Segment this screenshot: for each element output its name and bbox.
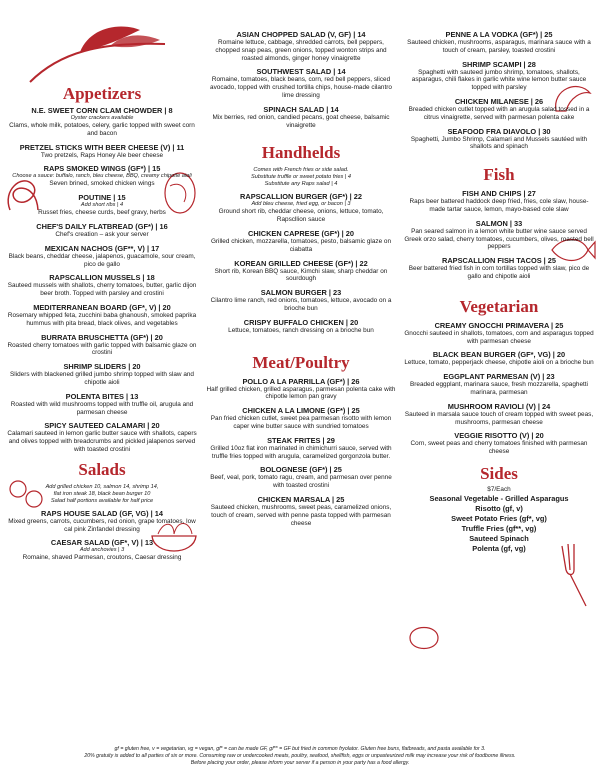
side-item: Risotto (gf, v) bbox=[475, 503, 523, 513]
menu-item-name: RAPSCALLION BURGER (GF*) | 22 bbox=[240, 192, 362, 202]
sides-heading: Sides bbox=[480, 463, 518, 483]
salad-note: Salad half portions available for half price bbox=[50, 497, 154, 504]
menu-item-description: Romaine, shaved Parmesan, croutons, Caesar dressing bbox=[22, 554, 182, 562]
menu-item-name: PENNE A LA VODKA (GF*) | 25 bbox=[445, 30, 553, 39]
menu-item-description: Spaghetti, Jumbo Shrimp, Calamari and Mussels sautéed with shallots and spinach bbox=[410, 135, 588, 151]
menu-item-name: RAPSCALLION FISH TACOS | 25 bbox=[441, 256, 557, 266]
menu-item-name: SALMON BURGER | 23 bbox=[260, 288, 342, 298]
menu-item-description: Pan fried chicken cutlet, sweet pea parmesan risotto with lemon caper wine butter sauce with sundried tomatoes bbox=[210, 415, 392, 430]
footer-line: Before placing your order, please inform your server if a person in your party has a food allergy. bbox=[190, 760, 410, 766]
menu-item bbox=[205, 229, 397, 254]
menu-item-name: CHICKEN A LA LIMONE (GF*) | 25 bbox=[242, 406, 360, 416]
menu-item bbox=[402, 321, 596, 346]
menu-item bbox=[4, 333, 200, 358]
menu-item-description: Sauteed in marsala sauce touch of cream topped with sweet peas, mushrooms, parmesan cheese bbox=[404, 410, 594, 426]
menu-item-name: KOREAN GRILLED CHEESE (GF*) | 22 bbox=[234, 258, 368, 268]
menu-item-option: Choose a sauce: buffalo, ranch, bleu cheese, BBQ, creamy chipotle aioli bbox=[12, 173, 192, 180]
menu-item-name: BURRATA BRUSCHETTA (GF*) | 20 bbox=[41, 332, 163, 342]
menu-item bbox=[205, 105, 397, 130]
menu-item bbox=[4, 143, 200, 160]
menu-item-description: Beer battered fried fish in corn tortillas topped with slaw, pico de gallo and chipotle aioli bbox=[408, 265, 590, 280]
appetizers-heading: Appetizers bbox=[62, 84, 142, 103]
handhelds-note: Comes with French fries or side salad. bbox=[253, 167, 349, 174]
menu-item-description: Cilantro lime ranch, red onions, tomatoes, lettuce, avocado on a brioche bun bbox=[210, 297, 392, 312]
menu-item-name: RAPSCALLION MUSSELS | 18 bbox=[49, 273, 155, 283]
menu-footer bbox=[0, 746, 600, 767]
menu-item-description: Raps beer battered haddock deep fried, fries, cole slaw, house-made tartar sauce, lemon, mayo-based cole slaw bbox=[409, 198, 589, 213]
menu-item-name: CREAMY GNOCCHI PRIMAVERA | 25 bbox=[434, 320, 564, 330]
footer-line: 20% gratuity is added to all parties of six or more. Consuming raw or undercooked meats, poultry, seafood, shellfish, eggs or unpasteurized milk may increase your risk of foodborne illness. bbox=[84, 753, 516, 759]
menu-item bbox=[4, 106, 200, 138]
fish-heading: Fish bbox=[483, 165, 515, 185]
menu-item bbox=[402, 372, 596, 397]
menu-item-description: Grilled chicken, mozzarella, tomatoes, pesto, balsamic glaze on ciabatta bbox=[210, 237, 392, 253]
menu-item-description: Roasted with wild mushrooms topped with truffle oil, arugula and parmesan cheese bbox=[10, 400, 194, 416]
menu-item-name: BLACK BEAN BURGER (GF*, VG) | 20 bbox=[432, 350, 566, 360]
menu-item-description: Sauteed chicken, mushrooms, sweet peas, caramelized onions, touch of cream, served with penne pasta topped with parmesan cheese bbox=[210, 503, 392, 527]
menu-item-name: SPINACH SALAD | 14 bbox=[263, 104, 339, 114]
menu-item-name: SPICY SAUTEED CALAMARI | 20 bbox=[44, 421, 160, 431]
menu-item-description: Short rib, Korean BBQ sauce, Kimchi slaw, sharp cheddar on sourdough bbox=[214, 267, 388, 283]
menu-item-description: Sauteed mussels with shallots, cherry tomatoes, butter, garlic dijon beer broth. Topped with parsley and crostini bbox=[7, 282, 197, 298]
handhelds-note: Substitute any Raps salad | 4 bbox=[264, 181, 338, 188]
side-item: Sauteed Spinach bbox=[469, 533, 529, 543]
menu-item bbox=[4, 164, 200, 188]
footer-line: gf = gluten free, v = vegetarian, vg = vegan, gf* = can be made GF, gf** = GF but fried in common fryolator. Gluten free buns, flatbreads, and pasta available for 3. bbox=[114, 746, 486, 752]
menu-item-description: Beef, veal, pork, tomato ragu, cream, and parmesan over penne with toasted crostini bbox=[210, 474, 392, 490]
menu-item bbox=[205, 259, 397, 284]
salad-note: Add grilled chicken 10, salmon 14, shrimp 14, bbox=[45, 483, 159, 490]
menu-item bbox=[402, 350, 596, 367]
menu-item-description: Mix berries, red onion, candied pecans, goat cheese, balsamic vinaigrette bbox=[212, 113, 390, 129]
menu-item-description: Spaghetti with sauteed jumbo shrimp, tomatoes, shallots, asparagus, chili flakes in garlic white wine lemon butter sauce topped with parsley bbox=[411, 68, 587, 92]
menu-item-name: VEGGIE RISOTTO (V) | 20 bbox=[454, 431, 544, 441]
menu-item bbox=[205, 192, 397, 224]
menu-item-name: PRETZEL STICKS WITH BEER CHEESE (V) | 11 bbox=[19, 142, 185, 152]
menu-item-description: Seven brined, smoked chicken wings bbox=[49, 180, 155, 188]
menu-item bbox=[4, 392, 200, 417]
menu-item-name: SHRIMP SLIDERS | 20 bbox=[63, 362, 141, 372]
menu-item-description: Gnocchi sauteed in shallots, tomatoes, corn and asparagus topped with parmesan cheese bbox=[404, 329, 594, 345]
handhelds-notes bbox=[205, 167, 397, 188]
menu-item-name: ASIAN CHOPPED SALAD (V, GF) | 14 bbox=[236, 30, 366, 39]
menu-item-name: CHICKEN MARSALA | 25 bbox=[257, 494, 345, 504]
menu-item bbox=[402, 127, 596, 152]
menu-item-description: Breaded eggplant, marinara sauce, fresh mozzarella, spaghetti marinara, parmesan bbox=[410, 381, 588, 396]
salads-list bbox=[4, 509, 200, 562]
menu-item-name: RAPS SMOKED WINGS (GF*) | 15 bbox=[43, 164, 161, 174]
menu-item-name: POLLO A LA PARRILLA (GF*) | 26 bbox=[242, 376, 360, 386]
menu-item-name: SEAFOOD FRA DIAVOLO | 30 bbox=[447, 126, 551, 136]
fish-list bbox=[402, 189, 596, 281]
menu-item bbox=[205, 288, 397, 313]
menu-item-name: STEAK FRITES | 29 bbox=[267, 435, 335, 445]
menu-item-option: Add anchovies | 3 bbox=[79, 547, 125, 554]
menu-item-name: N.E. SWEET CORN CLAM CHOWDER | 8 bbox=[31, 106, 173, 115]
handhelds-heading: Handhelds bbox=[261, 143, 341, 163]
sides-price: $7/Each bbox=[487, 485, 511, 493]
menu-item bbox=[4, 421, 200, 453]
menu-item-option: Add bleu cheese, fried egg, or bacon | 3 bbox=[251, 201, 351, 208]
menu-item bbox=[402, 431, 596, 456]
menu-item-description: Breaded chicken cutlet topped with an arugula salad tossed in a citrus vinaigrette, served with parmesan polenta cake bbox=[408, 105, 590, 121]
menu-item-option: Add short ribs | 4 bbox=[80, 202, 124, 209]
menu-item-description: Rosemary whipped feta, zucchini baba ghanoush, smoked paprika hummus with pita bread, black olives, and vegetables bbox=[7, 311, 197, 327]
menu-item-description: Black beans, cheddar cheese, jalapenos, guacamole, sour cream, pico de gallo bbox=[8, 252, 196, 268]
menu-item bbox=[4, 362, 200, 387]
menu-item bbox=[205, 436, 397, 461]
menu-item-description: Romaine, tomatoes, black beans, corn, red bell peppers, sliced avocado, topped with crushed tortilla chips, house-made cilantro lime dressing bbox=[210, 76, 392, 99]
menu-item bbox=[402, 30, 596, 55]
right-column bbox=[402, 0, 596, 554]
menu-item bbox=[4, 303, 200, 328]
menu-item-description: Mixed greens, carrots, cucumbers, red onion, grape tomatoes, low cal pink Zinfandel dressing bbox=[8, 517, 196, 533]
menu-item-name: SALMON | 33 bbox=[475, 218, 523, 228]
menu-item bbox=[402, 60, 596, 92]
menu-item-description: Lettuce, tomatoes, ranch dressing on a brioche bun bbox=[228, 326, 374, 334]
menu-item-description: Clams, whole milk, potatoes, celery, garlic topped with sweet corn and bacon bbox=[9, 122, 195, 137]
menu-item bbox=[205, 495, 397, 527]
menu-item-name: SHRIMP SCAMPI | 28 bbox=[462, 59, 536, 69]
menu-item-description: Corn, sweet peas and cherry tomatoes finished with parmesan cheese bbox=[410, 440, 588, 456]
menu-item-description: Russet fries, cheese curds, beef gravy, herbs bbox=[38, 209, 166, 217]
menu-item bbox=[205, 318, 397, 335]
menu-item-option: Oyster crackers available bbox=[70, 115, 134, 121]
menu-item-name: MUSHROOM RAVIOLI (V) | 24 bbox=[447, 401, 551, 411]
menu-item-description: Two pretzels, Raps Honey Ale beer cheese bbox=[40, 151, 164, 159]
menu-item-description: Calamari sauteed in lemon garlic butter sauce with shallots, capers and olives topped with breadcrumbs and pickled jalapenos served with toasted crostini bbox=[7, 430, 197, 453]
menu-item-description: Lettuce, tomato, pepperjack cheese, chipotle aioli on a brioche bun bbox=[404, 359, 594, 367]
menu-item bbox=[205, 465, 397, 490]
menu-item-name: POUTINE | 15 bbox=[78, 193, 126, 203]
menu-item-name: EGGPLANT PARMESAN (V) | 23 bbox=[443, 372, 555, 382]
menu-item-description: Pan seared salmon in a lemon white butter wine sauce served Greek orzo salad, cherry tomatoes, cucumbers, olives, roasted bell peppers bbox=[404, 227, 594, 251]
menu-item-name: BOLOGNESE (GF*) | 25 bbox=[260, 465, 342, 475]
menu-item-description: Half grilled chicken, grilled asparagus, parmesan polenta cake with chipotle lemon pan gravy bbox=[206, 385, 396, 401]
menu-item bbox=[4, 509, 200, 534]
menu-item-name: FISH AND CHIPS | 27 bbox=[462, 189, 536, 199]
menu-item-description: Sliders with blackened grilled jumbo shrimp topped with slaw and chipotle aioli bbox=[9, 371, 194, 386]
salads-heading: Salads bbox=[78, 459, 126, 479]
side-item: Sweet Potato Fries (gf*, vg) bbox=[451, 513, 547, 523]
menu-item-name: CHEF'S DAILY FLATBREAD (GF*) | 16 bbox=[36, 221, 168, 231]
vegetarian-list bbox=[402, 321, 596, 456]
sides-list bbox=[402, 494, 596, 554]
salads-continued-list bbox=[205, 30, 397, 129]
meat-poultry-heading: Meat/Poultry bbox=[252, 352, 350, 372]
menu-item bbox=[4, 222, 200, 239]
vegetarian-heading: Vegetarian bbox=[459, 296, 539, 316]
menu-item-name: SOUTHWEST SALAD | 14 bbox=[256, 67, 346, 77]
menu-item bbox=[4, 193, 200, 217]
steak-drawing-decoration bbox=[404, 618, 444, 658]
handhelds-list bbox=[205, 192, 397, 334]
menu-item-description: Romaine lettuce, cabbage, shredded carrots, bell peppers, chopped snap peas, green onions, topped wonton strips and roasted almonds, ginger honey vinaigrette bbox=[215, 39, 387, 62]
menu-item-description: Sauteed chicken, mushrooms, asparagus, marinara sauce with a touch of cream, parsley, toasted crostini bbox=[407, 39, 591, 54]
menu-item-name: MEDITERRANEAN BOARD (GF*, V) | 20 bbox=[33, 302, 171, 312]
menu-item bbox=[205, 406, 397, 431]
menu-item bbox=[4, 244, 200, 269]
menu-item-name: CAESAR SALAD (GF*, V) | 13 bbox=[50, 538, 154, 548]
menu-item bbox=[402, 402, 596, 427]
menu-item bbox=[205, 67, 397, 99]
menu-item bbox=[402, 256, 596, 281]
menu-item-description: Ground short rib, cheddar cheese, onions, lettuce, tomato, Rapscllion sauce bbox=[218, 208, 384, 224]
salads-notes bbox=[4, 484, 200, 505]
menu-item-description: Grilled 10oz flat iron marinated in chimichurri sauce, served with truffle fries topped with arugula, caramelized gorgonzola butter. bbox=[210, 444, 392, 460]
handhelds-note: Substitute truffle or sweet potato fries | 4 bbox=[250, 174, 351, 181]
menu-item bbox=[402, 97, 596, 122]
menu-item-description: Roasted cherry tomatoes with garlic topped with balsamic glaze on crostini bbox=[7, 341, 197, 357]
side-item: Polenta (gf, vg) bbox=[472, 543, 526, 553]
menu-item-name: CRISPY BUFFALO CHICKEN | 20 bbox=[243, 317, 359, 327]
menu-item-name: CHICKEN MILANESE | 26 bbox=[454, 96, 544, 106]
menu-item bbox=[205, 377, 397, 402]
salad-note: flat iron steak 18, black bean burger 10 bbox=[53, 490, 151, 497]
menu-item bbox=[4, 273, 200, 298]
menu-item-name: CHICKEN CAPRESE (GF*) | 20 bbox=[248, 228, 354, 238]
menu-item-description: Chef's creation – ask your server bbox=[55, 230, 149, 238]
side-item: Truffle Fries (gf**, vg) bbox=[461, 523, 537, 533]
menu-item-name: POLENTA BITES | 13 bbox=[65, 391, 139, 401]
pasta-list bbox=[402, 30, 596, 151]
menu-item-name: RAPS HOUSE SALAD (GF, VG) | 14 bbox=[41, 508, 163, 518]
side-item: Seasonal Vegetable - Grilled Asparagus bbox=[429, 493, 569, 503]
meat-poultry-list bbox=[205, 377, 397, 528]
menu-item bbox=[205, 30, 397, 62]
menu-item bbox=[402, 189, 596, 214]
appetizers-list bbox=[4, 106, 200, 454]
menu-item bbox=[402, 219, 596, 251]
menu-item bbox=[4, 538, 200, 562]
left-column bbox=[4, 0, 200, 567]
middle-column bbox=[205, 0, 397, 532]
menu-item-name: MEXICAN NACHOS (GF**, V) | 17 bbox=[44, 243, 160, 253]
